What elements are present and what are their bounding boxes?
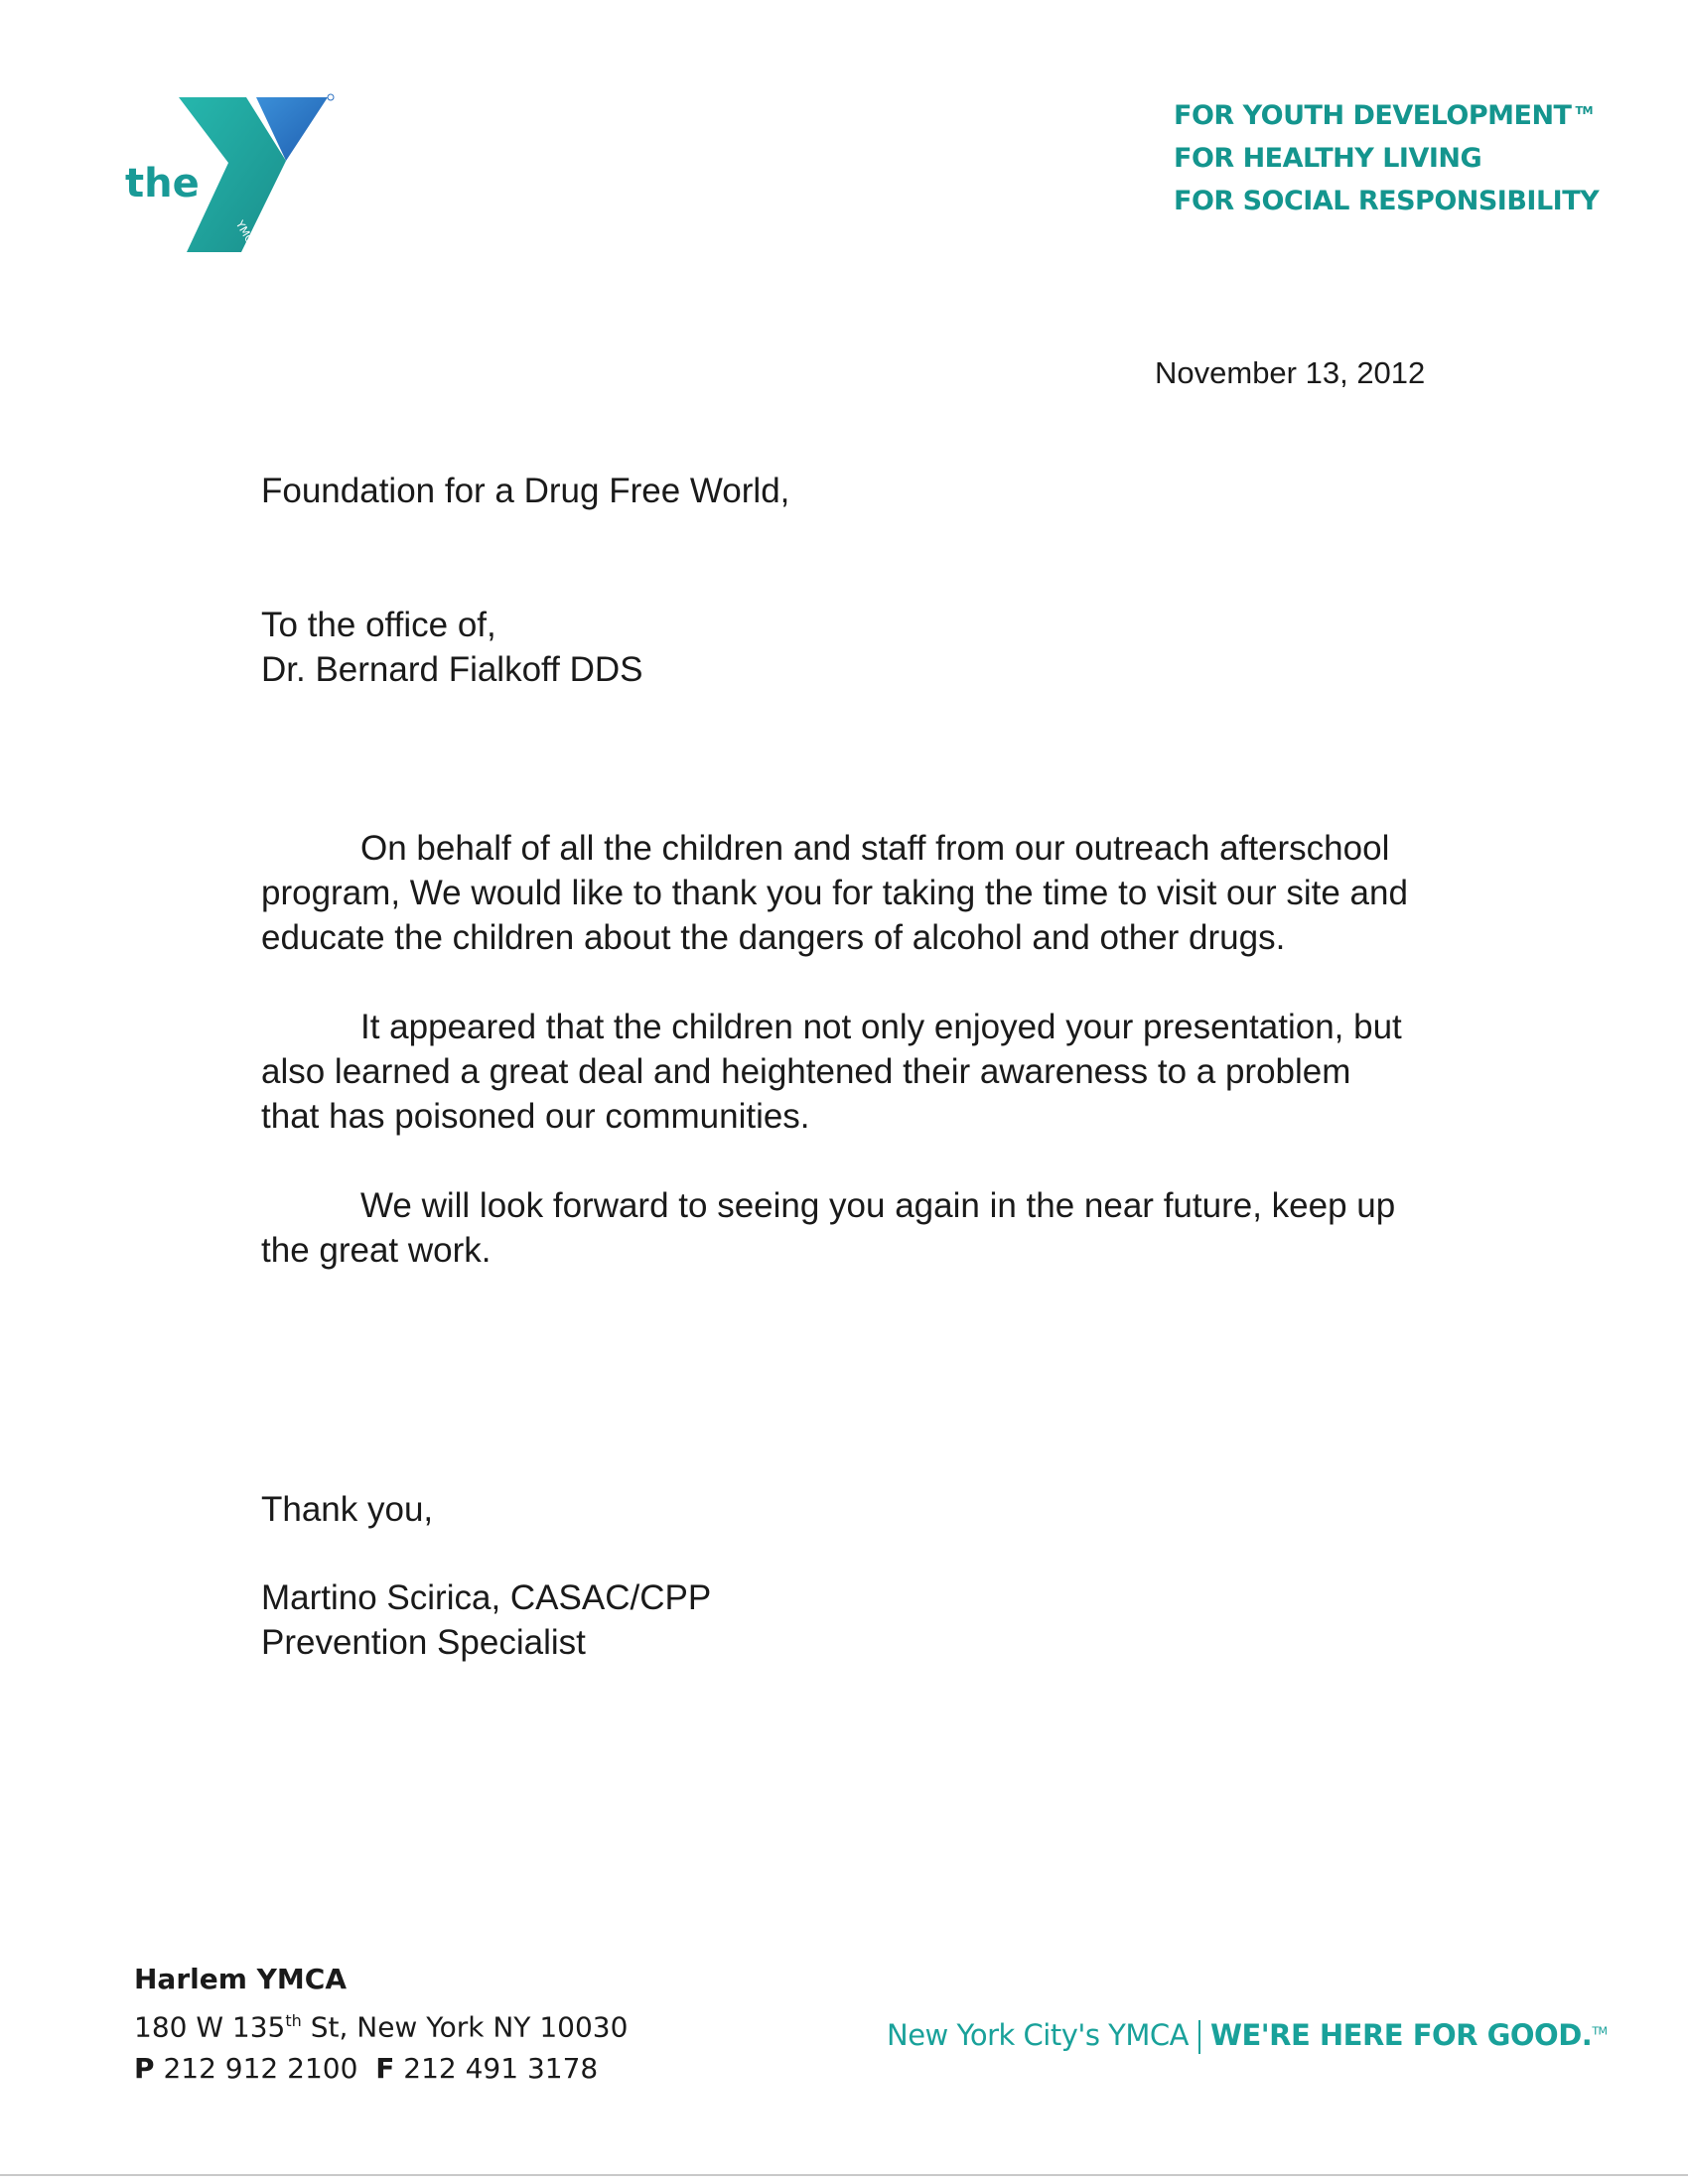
trademark-mark: TM [1575, 104, 1593, 117]
addressee: Foundation for a Drug Free World, [261, 472, 790, 510]
fax-label: F [375, 2052, 395, 2086]
tagline-youth-development: FOR YOUTH DEVELOPMENT ™ [1174, 100, 1593, 131]
tagline-healthy-living: FOR HEALTHY LIVING [1174, 143, 1482, 174]
body-paragraph-3: We will look forward to seeing you again in the near future, keep up the great work. [261, 1186, 1396, 1270]
office-block [261, 603, 643, 692]
logo-the-text: the [125, 161, 200, 206]
footer-phone-fax [134, 2048, 628, 2090]
letterhead-taglines [1174, 89, 1599, 222]
body-paragraph-1: On behalf of all the children and staff from our outreach afterschool program, We would like to thank you for taking the time to visit our site and educate the children about the dangers of alcohol and other drugs. [261, 829, 1408, 957]
office-line-2: Dr. Bernard Fialkoff DDS [261, 650, 643, 689]
phone-number: 212 912 2100 [163, 2052, 358, 2086]
footer-address: 180 W 135th St, New York NY 10030 [134, 2010, 629, 2044]
tagline-social-responsibility: FOR SOCIAL RESPONSIBILITY [1174, 186, 1600, 216]
footer-slogan: WE'RE HERE FOR GOOD. [1209, 2018, 1593, 2052]
office-line-1: To the office of, [261, 606, 496, 644]
signer-name: Martino Scirica, CASAC/CPP [261, 1578, 712, 1617]
footer-contact [134, 1959, 628, 2090]
fax-number: 212 491 3178 [403, 2052, 599, 2086]
logo-ymca-small-text: YMCA [232, 218, 260, 252]
signature-block [261, 1575, 711, 1665]
slogan-trademark: TM [1592, 2024, 1608, 2038]
letter-body [261, 826, 1413, 1317]
ymca-logo [117, 91, 346, 260]
body-paragraph-2: It appeared that the children not only enjoyed your presentation, but also learned a great deal and heightened their awareness to a problem that has poisoned our communities. [261, 1008, 1402, 1136]
phone-label: P [134, 2052, 155, 2086]
page-bottom-edge [0, 2174, 1688, 2176]
signer-title: Prevention Specialist [261, 1623, 586, 1662]
footer-brand [887, 2018, 1608, 2054]
closing: Thank you, [261, 1490, 434, 1529]
footer-divider [1198, 2020, 1200, 2054]
footer-org-name: Harlem YMCA [134, 1963, 348, 1995]
footer-brand-line: New York City's YMCA [887, 2018, 1189, 2052]
letter-date: November 13, 2012 [1155, 355, 1426, 390]
